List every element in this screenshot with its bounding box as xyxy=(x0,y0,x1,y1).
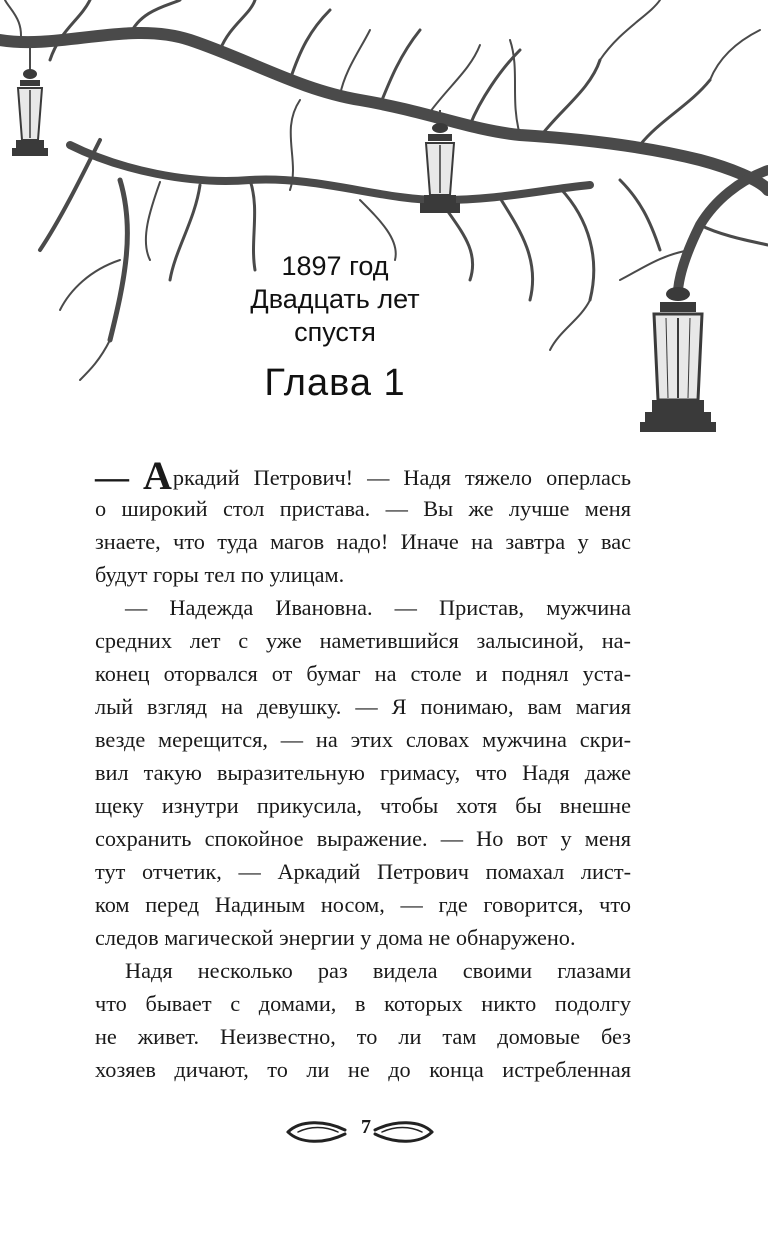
paragraph-2-line: вил такую выразительную гримасу, что Надя даже xyxy=(95,760,631,785)
drop-cap: А xyxy=(143,453,172,498)
paragraph-1-line: о широкий стол пристава. — Вы же лучше меня xyxy=(95,496,631,521)
paragraph-3-line: Надя несколько раз видела своими глазами xyxy=(125,958,631,983)
paragraph-3-line: хозяев дичают, то ли не до конца истребленная xyxy=(95,1057,631,1082)
paragraph-2-line: тут отчетик, — Аркадий Петрович помахал лист- xyxy=(95,859,631,884)
paragraph-3-line: что бывает с домами, в которых никто подолгу xyxy=(95,991,631,1016)
paragraph-1-line: знаете, что туда магов надо! Иначе на завтра у вас xyxy=(95,529,631,554)
paragraph-2-line: сохранить спокойное выражение. — Но вот у меня xyxy=(95,826,631,851)
paragraph-1-line-1 xyxy=(95,453,631,498)
body-text xyxy=(95,453,631,1086)
paragraph-2-line: конец оторвался от бумаг на столе и поднял уста- xyxy=(95,661,631,686)
page-number: 7 xyxy=(361,1116,371,1138)
chapter-title: Глава 1 xyxy=(264,362,406,404)
heading-year: 1897 год xyxy=(281,251,389,281)
paragraph-2-line: везде мерещится, — на этих словах мужчина скри- xyxy=(95,727,631,752)
opening-dash: — xyxy=(95,459,129,496)
paragraph-2-line: средних лет с уже наметившийся залысиной, на- xyxy=(95,628,631,653)
chapter-heading xyxy=(200,250,470,349)
paragraph-3-line: не живет. Неизвестно, то ли там домовые без xyxy=(95,1024,631,1049)
paragraph-2-line: — Надежда Ивановна. — Пристав, мужчина xyxy=(125,595,631,620)
paragraph-1-line: будут горы тел по улицам. xyxy=(95,562,345,587)
paragraph-2-line: лый взгляд на девушку. — Я понимаю, вам магия xyxy=(95,694,631,719)
heading-subtitle-line1: Двадцать лет xyxy=(250,284,420,314)
paragraph-1-text: ркадий Петрович! — Надя тяжело оперлась xyxy=(172,465,631,490)
heading-subtitle-line2: спустя xyxy=(294,317,376,347)
paragraph-2-line: ком перед Надиным носом, — где говорится, что xyxy=(95,892,631,917)
paragraph-2-line: щеку изнутри прикусила, чтобы хотя бы внешне xyxy=(95,793,631,818)
paragraph-2-line: следов магической энергии у дома не обнаружено. xyxy=(95,925,576,950)
